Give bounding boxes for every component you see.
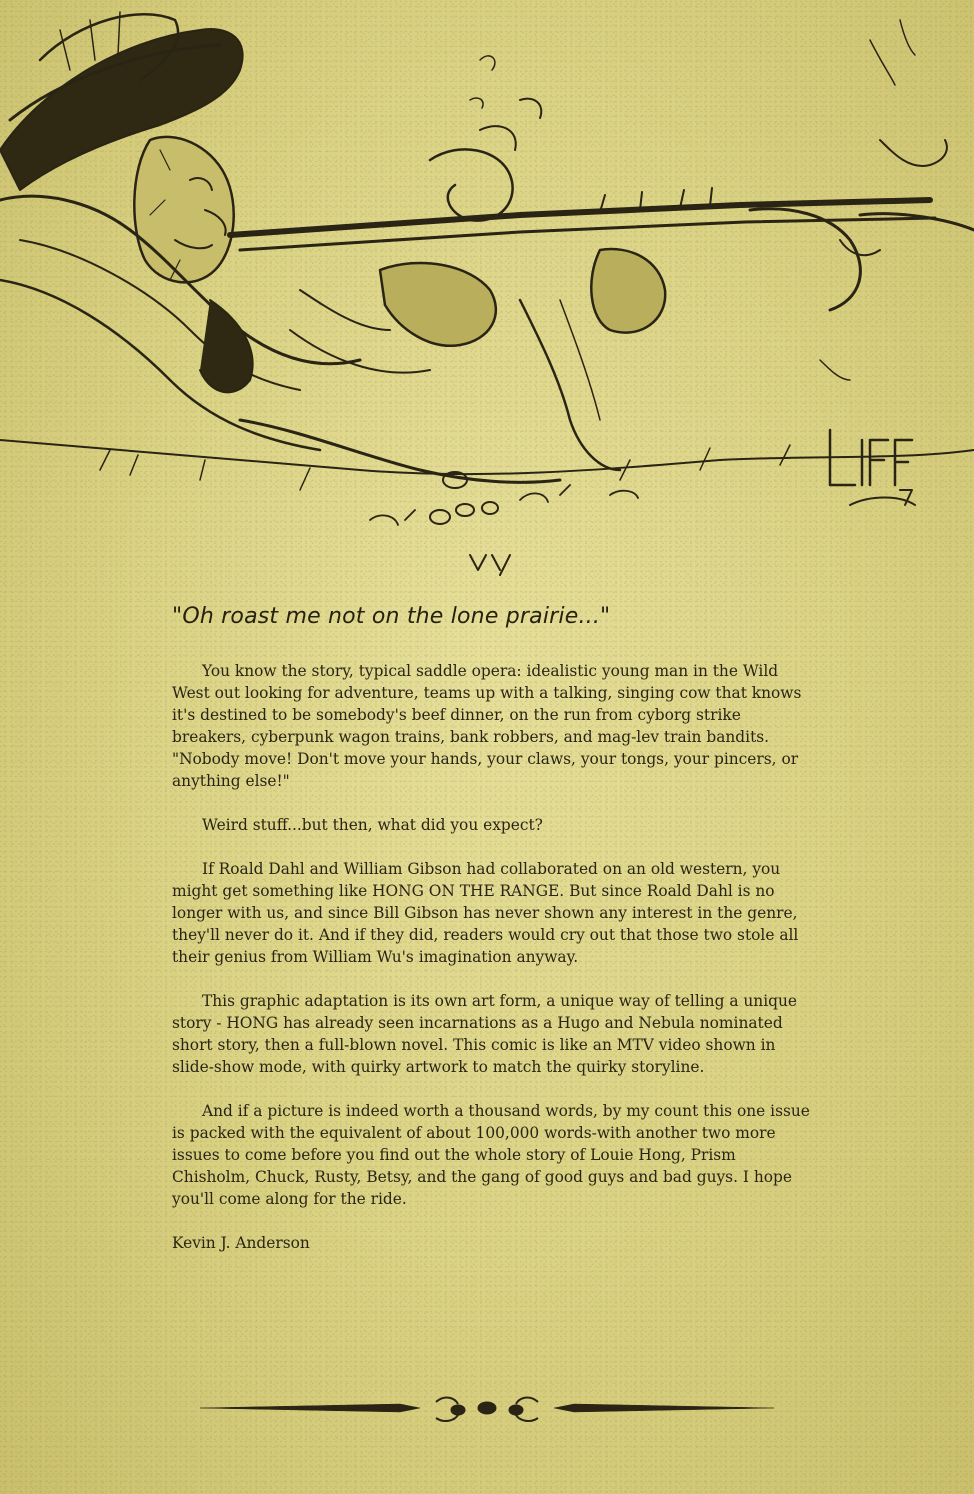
cowboy-rifle-illustration — [0, 0, 974, 590]
paragraph: And if a picture is indeed worth a thousand words, by my count this one issue is packed with the equivalent of about 100,000 words-with another two more issues to come before you find out the whole story of Louie Hong, Prism Chisholm, Chuck, Rusty, Betsy, and the gang of good guys and bad guys. I hope you'll come along for the ride. — [172, 1102, 810, 1208]
author-signature: Kevin J. Anderson — [172, 1234, 310, 1252]
paragraph: You know the story, typical saddle opera: idealistic young man in the Wild West out looking for adventure, teams up with a talking, singing cow that knows it's destined to be somebody's beef dinner, on the run from cyborg strike breakers, cyberpunk wagon trains, bank robbers, and mag-lev train bandits. "Nobody move! Don't move your hands, your claws, your tongs, your pincers, or anything else!" — [172, 662, 802, 790]
paragraph: If Roald Dahl and William Gibson had collaborated on an old western, you might get something like HONG ON THE RANGE. But since Roald Dahl is no longer with us, and since Bill Gibson has never shown any interest in the genre, they'll never do it. And if they did, readers would cry out that those two stole all their genius from William Wu's imagination anyway. — [172, 860, 799, 966]
paragraph: Weird stuff...but then, what did you expect? — [202, 816, 543, 834]
paragraph: This graphic adaptation is its own art form, a unique way of telling a unique story - HONG has already seen incarnations as a Hugo and Nebula nominated short story, then a full-blown novel. This comic is like an MTV video shown in slide-show mode, with quirky artwork to match the quirky storyline. — [172, 992, 798, 1076]
article-body — [172, 660, 812, 1254]
ornamental-divider — [200, 1388, 774, 1428]
quote-heading: "Oh roast me not on the lone prairie..." — [172, 604, 611, 629]
